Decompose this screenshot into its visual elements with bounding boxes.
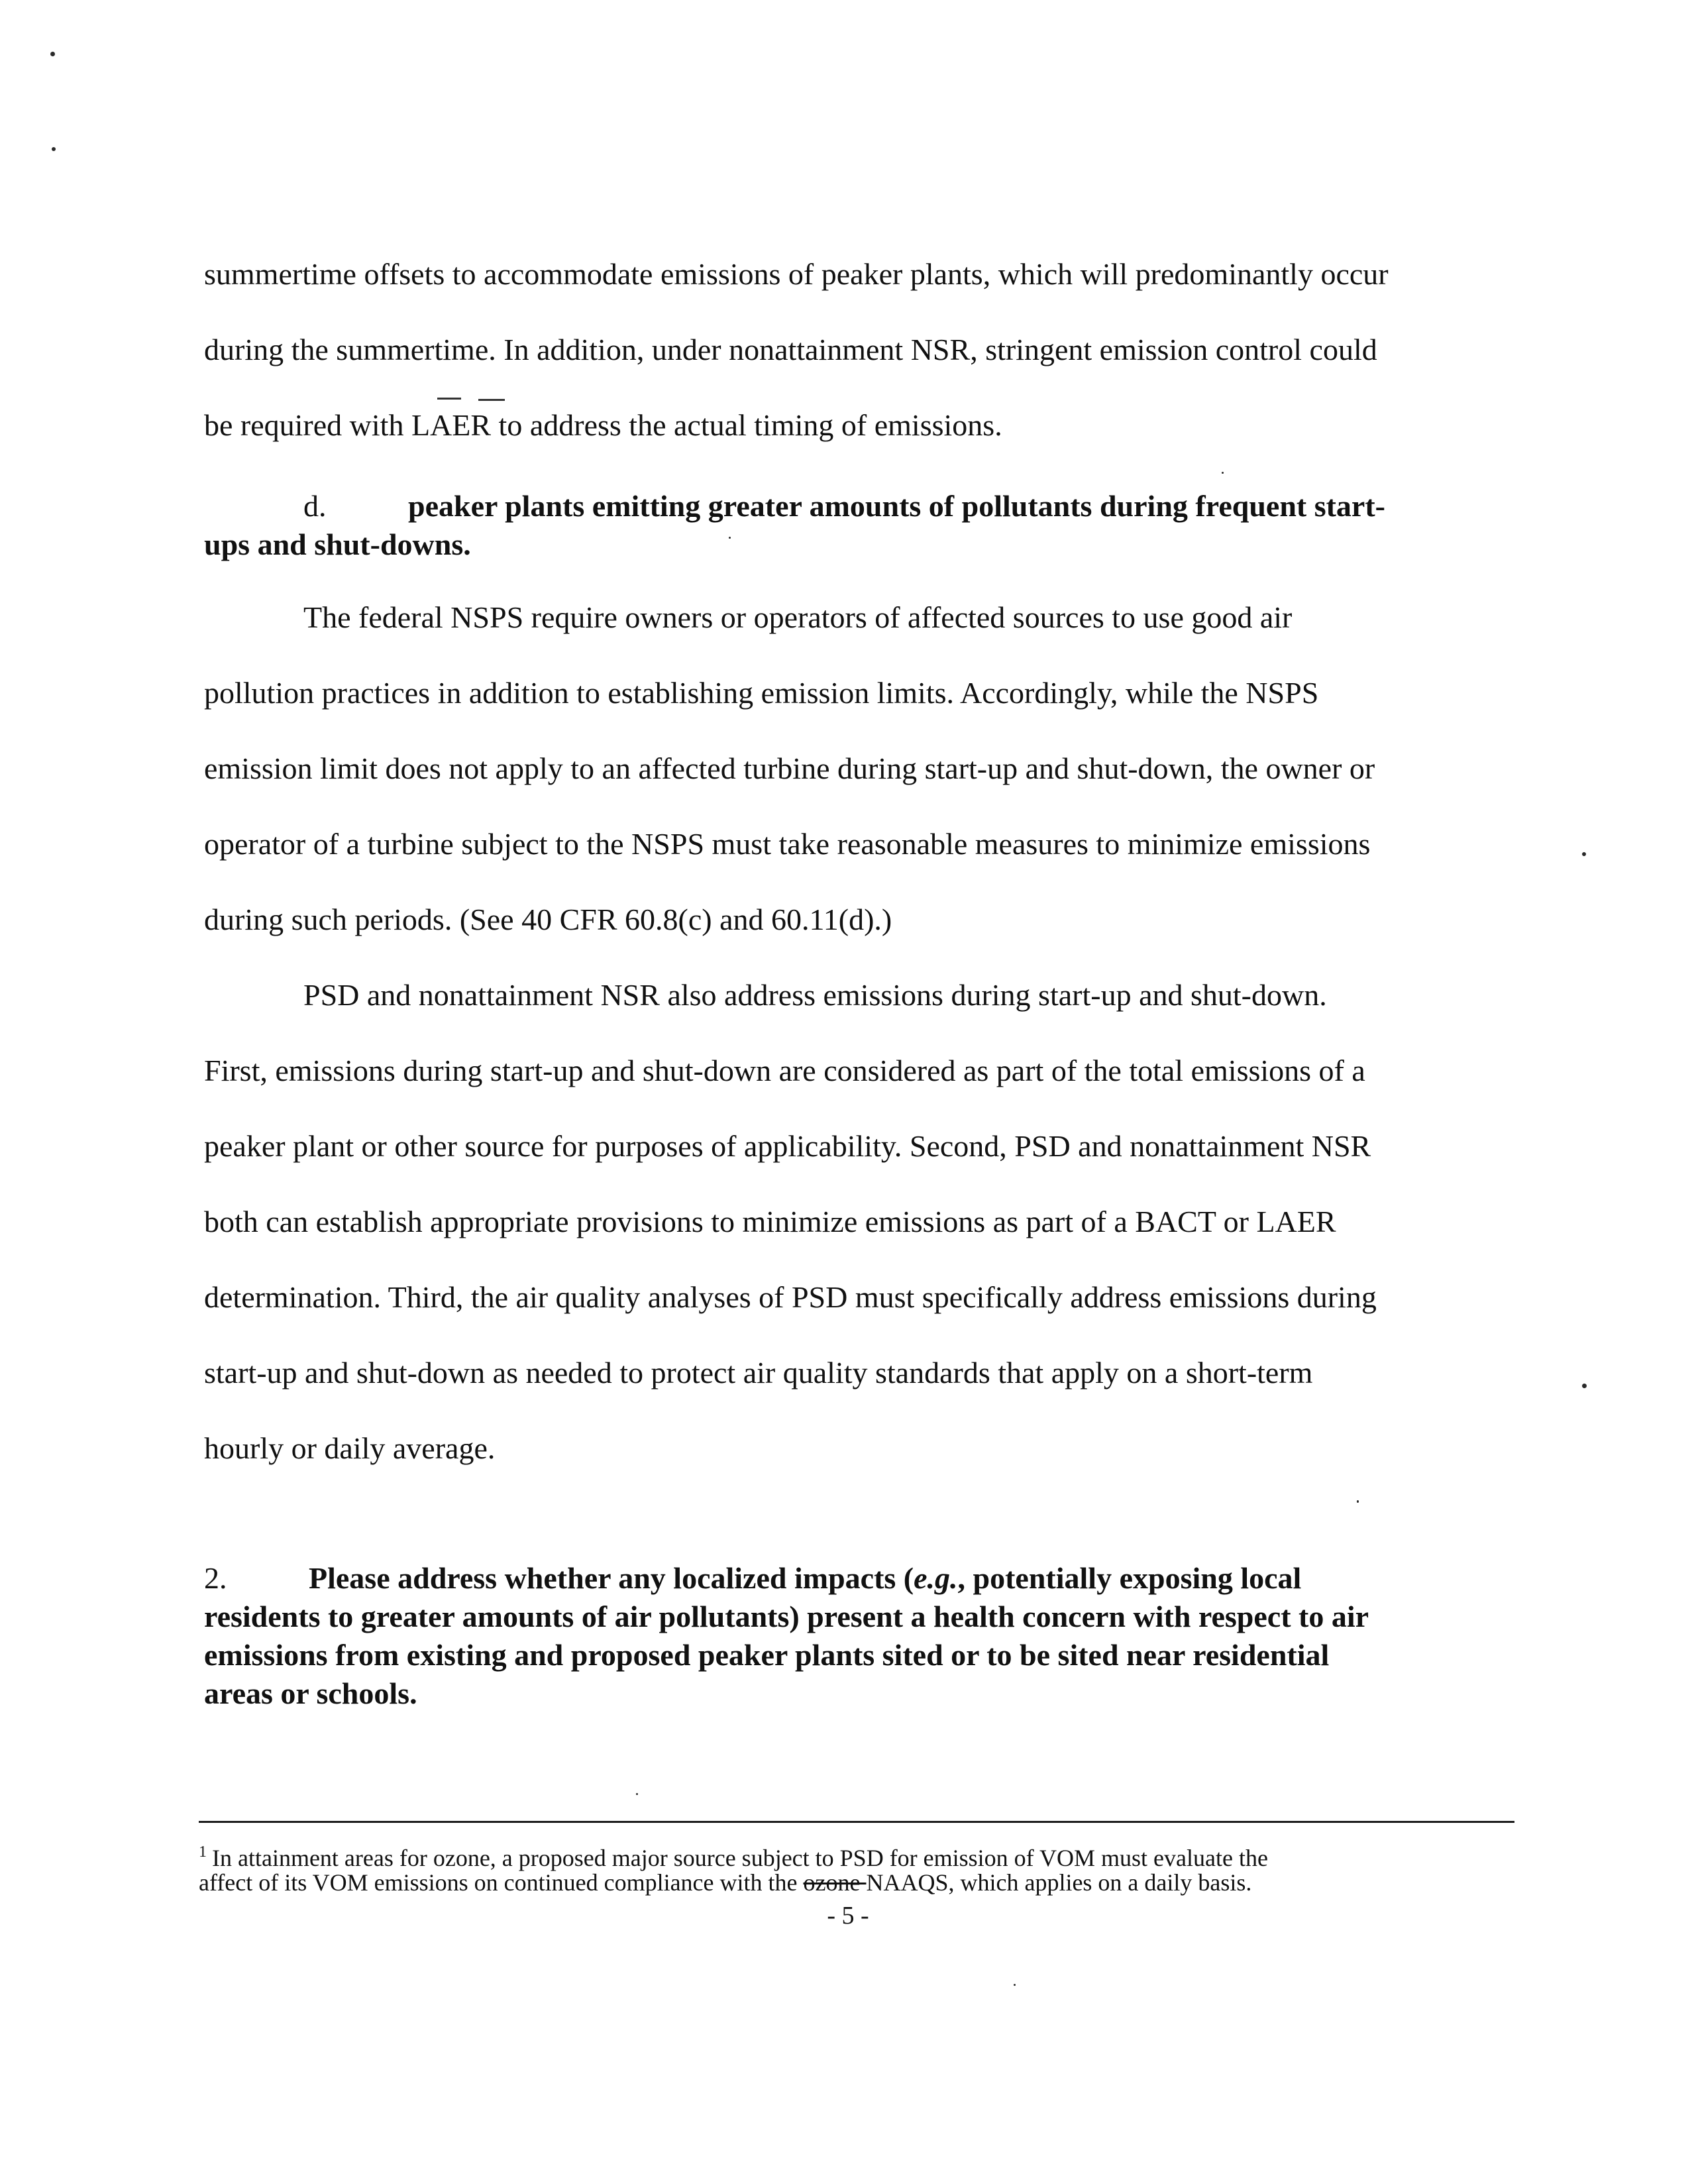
question-2-text-start: Please address whether any localized impacts (: [309, 1561, 914, 1595]
section-heading-d: [204, 488, 1622, 525]
scan-speck: [1357, 1500, 1359, 1503]
footnote-line: [199, 1867, 1517, 1898]
paragraph-2-line: operator of a turbine subject to the NSPS must take reasonable measures to minimize emissions: [204, 827, 1371, 861]
paragraph-3-line: hourly or daily average.: [204, 1431, 496, 1465]
scan-overmark: [478, 399, 505, 401]
paragraph-1-line: during the summertime. In addition, under nonattainment NSR, stringent emission control could: [204, 333, 1377, 366]
question-2-heading: [204, 1560, 1522, 1597]
paragraph-2-line: pollution practices in addition to establishing emission limits. Accordingly, while the NSPS: [204, 676, 1319, 710]
paragraph-3-line: determination. Third, the air quality analyses of PSD must specifically address emissions during: [204, 1280, 1377, 1314]
paragraph-1-line: be required with LAER to address the actual timing of emissions.: [204, 408, 1002, 442]
footnote-strikethrough: ozone: [803, 1869, 867, 1896]
heading-d-text: peaker plants emitting greater amounts of pollutants during frequent start-: [408, 489, 1385, 523]
scan-speck: [1582, 1384, 1587, 1388]
scan-speck: [1014, 1984, 1016, 1986]
heading-d-continuation: ups and shut-downs.: [204, 527, 471, 561]
question-2-italic: e.g.: [914, 1561, 958, 1595]
paragraph-3-line: peaker plant or other source for purposes of applicability. Second, PSD and nonattainment NSR: [204, 1129, 1371, 1163]
scan-speck: [1222, 472, 1224, 474]
scan-speck: [52, 147, 56, 151]
question-2-line: emissions from existing and proposed peaker plants sited or to be sited near residential: [204, 1638, 1330, 1672]
paragraph-2-line: The federal NSPS require owners or operators of affected sources to use good air: [303, 600, 1293, 634]
question-2-marker: 2.: [204, 1561, 227, 1595]
question-2-line: residents to greater amounts of air pollutants) present a health concern with respect to air: [204, 1600, 1369, 1633]
paragraph-3-line: First, emissions during start-up and shut-down are considered as part of the total emissions of a: [204, 1054, 1365, 1087]
question-2-text-end: , potentially exposing local: [957, 1561, 1302, 1595]
scan-speck: [50, 52, 55, 56]
footnote-separator: [199, 1821, 1514, 1823]
paragraph-3-line: PSD and nonattainment NSR also address emissions during start-up and shut-down.: [303, 978, 1327, 1012]
footnote-text-start: affect of its VOM emissions on continued compliance with the: [199, 1869, 804, 1896]
paragraph-3-line: both can establish appropriate provisions to minimize emissions as part of a BACT or LAER: [204, 1205, 1336, 1238]
paragraph-2-line: during such periods. (See 40 CFR 60.8(c) and 60.11(d).): [204, 902, 892, 936]
footnote-text-end: NAAQS, which applies on a daily basis.: [866, 1869, 1252, 1896]
question-2-line: areas or schools.: [204, 1676, 417, 1710]
footnote-text: In attainment areas for ozone, a proposed major source subject to PSD for emission of VOM must evaluate the: [212, 1845, 1268, 1871]
scan-overmark: [437, 398, 461, 400]
paragraph-1-line: summertime offsets to accommodate emissions of peaker plants, which will predominantly occur: [204, 257, 1389, 291]
page-number: - 5 -: [827, 1902, 869, 1930]
scan-speck: [636, 1793, 638, 1795]
scan-speck: [1582, 852, 1586, 856]
paragraph-3-line: start-up and shut-down as needed to protect air quality standards that apply on a short-term: [204, 1356, 1313, 1390]
paragraph-2-line: emission limit does not apply to an affected turbine during start-up and shut-down, the owner or: [204, 751, 1375, 785]
heading-d-marker: d.: [303, 489, 327, 523]
footnote-number: 1: [199, 1843, 207, 1861]
